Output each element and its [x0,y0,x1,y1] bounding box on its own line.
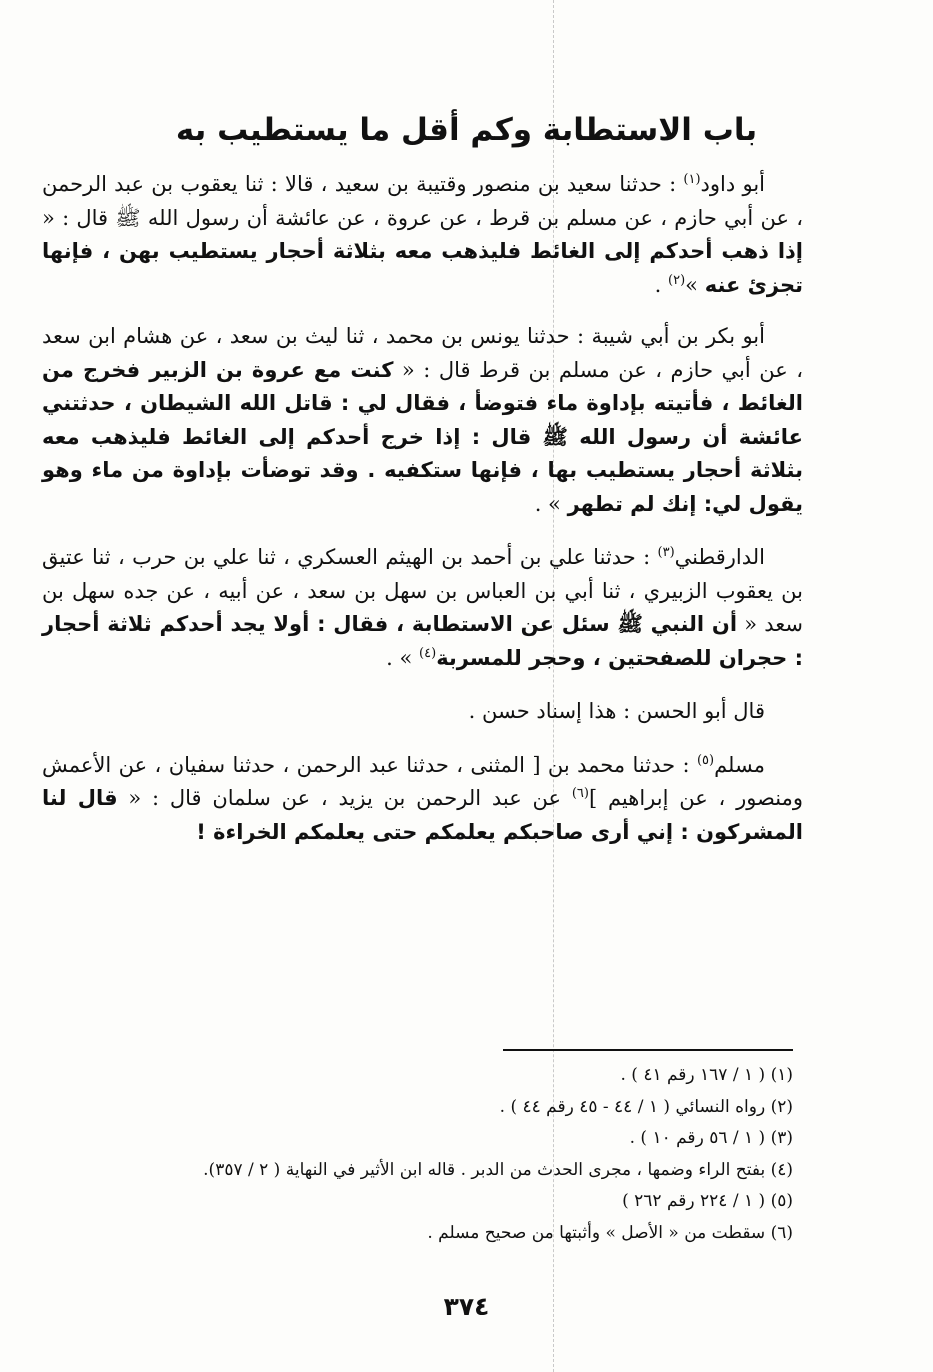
period: . [654,272,669,297]
footnote-ref: (٥) [696,752,715,768]
footnote-ref: (٦) [571,786,589,801]
hadith-text: إذا ذهب أحدكم إلى الغائط فليذهب معه بثلاثة أحجار يستطيب بهن ، فإنها تجزئ عنه [42,239,803,297]
page-number: ٣٧٤ [443,1292,490,1321]
source-name: الدارقطني [674,545,765,569]
footnote-ref: (٣) [657,545,675,560]
isnad-text-continued: عن عبد الرحمن بن يزيد ، عن سلمان قال : « [117,786,572,810]
footnotes [90,1060,793,1249]
hadith-text: قال لنا المشركون : إني أرى صاحبكم يعلمكم حتى يعلمكم الخراءة ! [42,786,803,844]
paragraph-abul-hasan [42,695,803,729]
footnote-5: (٥) ( ١ / ٢٢٤ رقم ٢٦٢ ) [622,1191,793,1211]
paragraph-abu-dawud [42,168,803,302]
source-name: أبو بكر بن أبي شيبة [591,324,765,348]
paragraph-muslim [42,749,803,850]
closing-quote: » [685,272,705,297]
grading-text: قال أبو الحسن : هذا إسناد حسن . [468,699,765,723]
footnote-3: (٣) ( ١ / ٥٦ رقم ١٠ ) . [629,1128,793,1148]
isnad-text: : حدثنا علي بن أحمد بن الهيثم العسكري ، ثنا علي بن حرب ، ثنا عتيق بن يعقوب الزبيري ، ثنا أبي بن العباس بن سهل بن سعد ، عن أبيه ، عن جده سهل بن سعد « [42,545,803,636]
paragraph-abu-bakr [42,320,803,521]
footnote-ref: (٤) [419,645,437,661]
footnote-6: (٦) سقطت من « الأصل » وأثبتها من صحيح مسلم . [427,1222,793,1243]
source-name: مسلم [714,752,765,777]
footnote-2: (٢) رواه النسائي ( ١ / ٤٤ - ٤٥ رقم ٤٤ ) . [499,1096,793,1117]
main-text [42,168,803,869]
chapter-heading: باب الاستطابة وكم أقل ما يستطيب به [175,112,758,148]
isnad-text: : حدثنا محمد بن [ المثنى ، حدثنا عبد الرحمن ، حدثنا سفيان ، عن الأعمش ومنصور ، عن إبراهيم ] [42,752,803,810]
footnote-divider [503,1049,793,1051]
footnote-ref: (١) [683,172,701,187]
hadith-text: أن النبي ﷺ سئل عن الاستطابة ، فقال : أولا يجد أحدكم ثلاثة أحجار : حجران للصفحتين ، وحجر للمسربة [42,612,803,670]
footnote-1: (١) ( ١ / ١٦٧ رقم ٤١ ) . [620,1065,793,1085]
hadith-text: كنت مع عروة بن الزبير فخرج من الغائط ، فأتيته بإداوة ماء فتوضأ ، فقال لي : قاتل الله الشيطان ، حدثتني عائشة أن رسول الله ﷺ قال : إذا خرج أحدكم إلى الغائط فليذهب معه بثلاثة أحجار يستطيب بها ، فإنها ستكفيه . وقد توضأت بإداوة من ماء وهو يقول لي: إنك لم تطهر [42,357,803,516]
footnote-ref: (٢) [668,272,686,288]
closing-quote: » . [534,491,568,516]
closing-quote: » . [386,645,420,670]
source-name: أبو داود [700,172,766,196]
footnote-4: (٤) بفتح الراء وضمها ، مجرى الحدث من الدبر . قاله ابن الأثير في النهاية ( ٢ / ٣٥٧). [203,1159,793,1180]
paragraph-daraqutni [42,541,803,675]
isnad-text: : حدثنا يونس بن محمد ، ثنا ليث بن سعد ، عن هشام ابن سعد ، عن أبي حازم ، عن مسلم بن قرط قال : « [42,324,803,382]
isnad-text: : حدثنا سعيد بن منصور وقتيبة بن سعيد ، قالا : ثنا يعقوب بن عبد الرحمن ، عن أبي حازم ، عن مسلم بن قرط ، عن عروة ، عن عائشة أن رسول الله ﷺ قال : « [42,172,803,230]
